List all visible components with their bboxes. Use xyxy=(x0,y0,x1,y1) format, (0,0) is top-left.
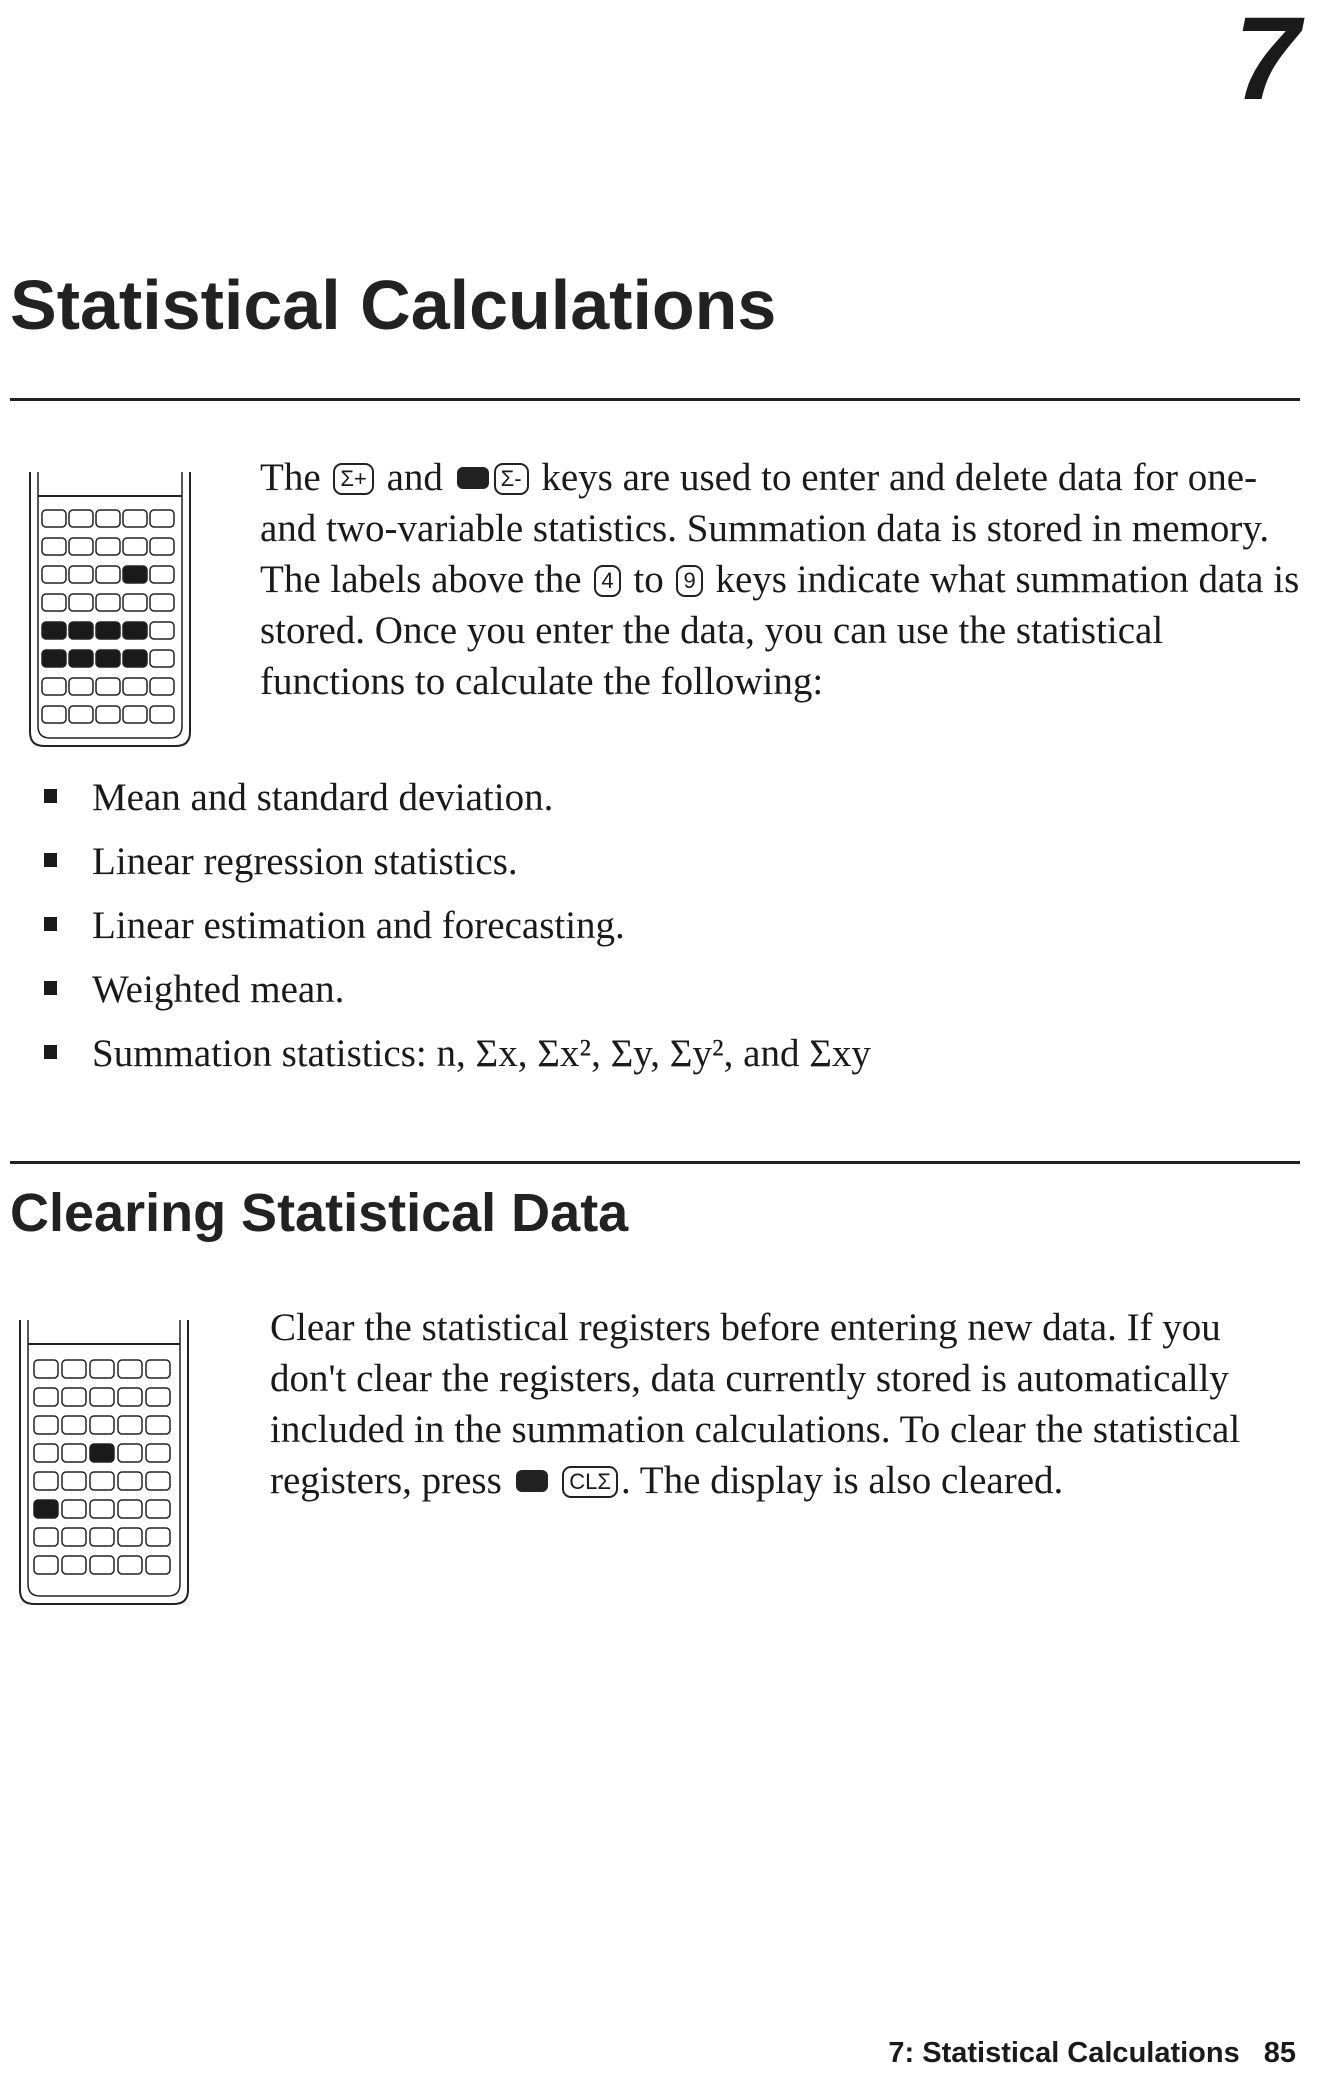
calculator-key xyxy=(96,566,120,583)
calculator-key xyxy=(96,678,120,695)
calculator-key xyxy=(96,510,120,527)
calculator-key-highlighted xyxy=(96,650,120,667)
calculator-key xyxy=(90,1472,114,1490)
calculator-key xyxy=(150,678,174,695)
calculator-key xyxy=(69,566,93,583)
bullet-icon xyxy=(44,853,57,867)
calculator-key xyxy=(69,678,93,695)
calculator-key xyxy=(42,706,66,723)
calculator-key-highlighted xyxy=(69,650,93,667)
calculator-key xyxy=(69,538,93,555)
calculator-key xyxy=(118,1500,142,1518)
intro-paragraph xyxy=(260,452,1300,707)
calculator-keyboard-icon xyxy=(14,1318,194,1608)
calculator-key-highlighted xyxy=(123,622,147,639)
calculator-key xyxy=(69,594,93,611)
calculator-key xyxy=(123,678,147,695)
calculator-key xyxy=(146,1528,170,1546)
shift-key-icon xyxy=(457,467,489,489)
bullet-icon xyxy=(44,789,57,803)
calculator-key xyxy=(90,1528,114,1546)
calculator-key xyxy=(90,1556,114,1574)
calculator-key xyxy=(118,1472,142,1490)
calculator-key xyxy=(123,706,147,723)
calculator-key xyxy=(34,1388,58,1406)
calculator-key xyxy=(146,1472,170,1490)
chapter-number: 7 xyxy=(1234,0,1296,125)
footer-chapter-label: 7: Statistical Calculations xyxy=(888,2037,1240,2069)
title-divider xyxy=(10,398,1300,401)
clearing-paragraph xyxy=(270,1302,1300,1506)
list-item: Summation statistics: n, Σx, Σx², Σy, Σy², and Σxy xyxy=(44,1026,871,1090)
calculator-key xyxy=(42,538,66,555)
calculator-key xyxy=(62,1556,86,1574)
calculator-key xyxy=(42,566,66,583)
calculator-key xyxy=(96,594,120,611)
calculator-key-highlighted xyxy=(42,650,66,667)
calculator-key xyxy=(34,1360,58,1378)
calculator-key xyxy=(90,1500,114,1518)
calculator-key-highlighted xyxy=(42,622,66,639)
calculator-key xyxy=(62,1360,86,1378)
calculator-key-highlighted xyxy=(34,1500,58,1518)
section-divider xyxy=(10,1161,1300,1164)
calculator-key-highlighted xyxy=(123,566,147,583)
calculator-key xyxy=(34,1444,58,1462)
calculator-key xyxy=(69,510,93,527)
page-title: Statistical Calculations xyxy=(10,266,777,344)
calculator-key xyxy=(62,1416,86,1434)
list-item: Linear estimation and forecasting. xyxy=(44,898,871,962)
section-title: Clearing Statistical Data xyxy=(10,1183,629,1243)
clearing-text-2: . The display is also cleared. xyxy=(621,1459,1064,1502)
calculator-key xyxy=(62,1528,86,1546)
intro-text-1: The xyxy=(260,456,321,499)
calculator-key xyxy=(146,1360,170,1378)
calculator-key xyxy=(34,1416,58,1434)
list-item: Mean and standard deviation. xyxy=(44,770,871,834)
sigma-minus-key-icon: Σ- xyxy=(494,463,529,495)
calculator-key xyxy=(90,1388,114,1406)
intro-text-4: to xyxy=(633,558,664,601)
key-9-icon: 9 xyxy=(676,565,702,597)
list-item: Weighted mean. xyxy=(44,962,871,1026)
calculator-key xyxy=(96,706,120,723)
calculator-key xyxy=(150,538,174,555)
calculator-key xyxy=(123,538,147,555)
calculator-key xyxy=(146,1556,170,1574)
calculator-key xyxy=(42,510,66,527)
calculator-key xyxy=(34,1556,58,1574)
calculator-key xyxy=(150,650,174,667)
calculator-key xyxy=(34,1528,58,1546)
intro-text-5: keys indicate what summation data is stored. Once you enter the data, you can use the statistical functions to calculate the following: xyxy=(260,558,1300,703)
calculator-key xyxy=(146,1444,170,1462)
calculator-key xyxy=(118,1444,142,1462)
calculator-key xyxy=(118,1388,142,1406)
sigma-plus-key-icon: Σ+ xyxy=(333,463,373,495)
calculator-key xyxy=(150,706,174,723)
page-footer xyxy=(888,2037,1296,2070)
calculator-key-highlighted xyxy=(90,1444,114,1462)
intro-text-2: and xyxy=(386,456,443,499)
feature-list xyxy=(44,770,871,1090)
calculator-key xyxy=(150,566,174,583)
calculator-key xyxy=(42,594,66,611)
calculator-key xyxy=(118,1360,142,1378)
calculator-key xyxy=(62,1472,86,1490)
calculator-key xyxy=(62,1500,86,1518)
calculator-key xyxy=(62,1444,86,1462)
calculator-key xyxy=(123,510,147,527)
calculator-key xyxy=(146,1416,170,1434)
calculator-key xyxy=(146,1500,170,1518)
intro-text-3: keys are used to enter and delete data for one- and two-variable statistics. Summation data is stored in memory. The labels above the xyxy=(260,456,1270,601)
calculator-key xyxy=(34,1472,58,1490)
calculator-key xyxy=(118,1416,142,1434)
clear-stat-key-icon: CLΣ xyxy=(562,1466,618,1498)
calculator-key-highlighted xyxy=(69,622,93,639)
calculator-key xyxy=(146,1388,170,1406)
bullet-icon xyxy=(44,1045,57,1059)
bullet-icon xyxy=(44,917,57,931)
calculator-key xyxy=(118,1556,142,1574)
calculator-key xyxy=(90,1360,114,1378)
calculator-key xyxy=(123,594,147,611)
clearing-text-1: Clear the statistical registers before entering new data. If you don't clear the registers, data currently stored is automatically included in the summation calculations. To clear the statistical registers, press xyxy=(270,1306,1241,1502)
page-number: 85 xyxy=(1263,2037,1296,2069)
shift-key-icon xyxy=(516,1470,548,1492)
calculator-key xyxy=(150,594,174,611)
bullet-icon xyxy=(44,981,57,995)
key-4-icon: 4 xyxy=(594,565,620,597)
calculator-key xyxy=(150,622,174,639)
calculator-key xyxy=(96,538,120,555)
calculator-keyboard-icon xyxy=(22,470,198,750)
list-item: Linear regression statistics. xyxy=(44,834,871,898)
calculator-key xyxy=(42,678,66,695)
calculator-key-highlighted xyxy=(123,650,147,667)
calculator-key xyxy=(62,1388,86,1406)
calculator-key xyxy=(90,1416,114,1434)
calculator-key xyxy=(150,510,174,527)
calculator-key xyxy=(118,1528,142,1546)
calculator-key xyxy=(69,706,93,723)
calculator-key-highlighted xyxy=(96,622,120,639)
